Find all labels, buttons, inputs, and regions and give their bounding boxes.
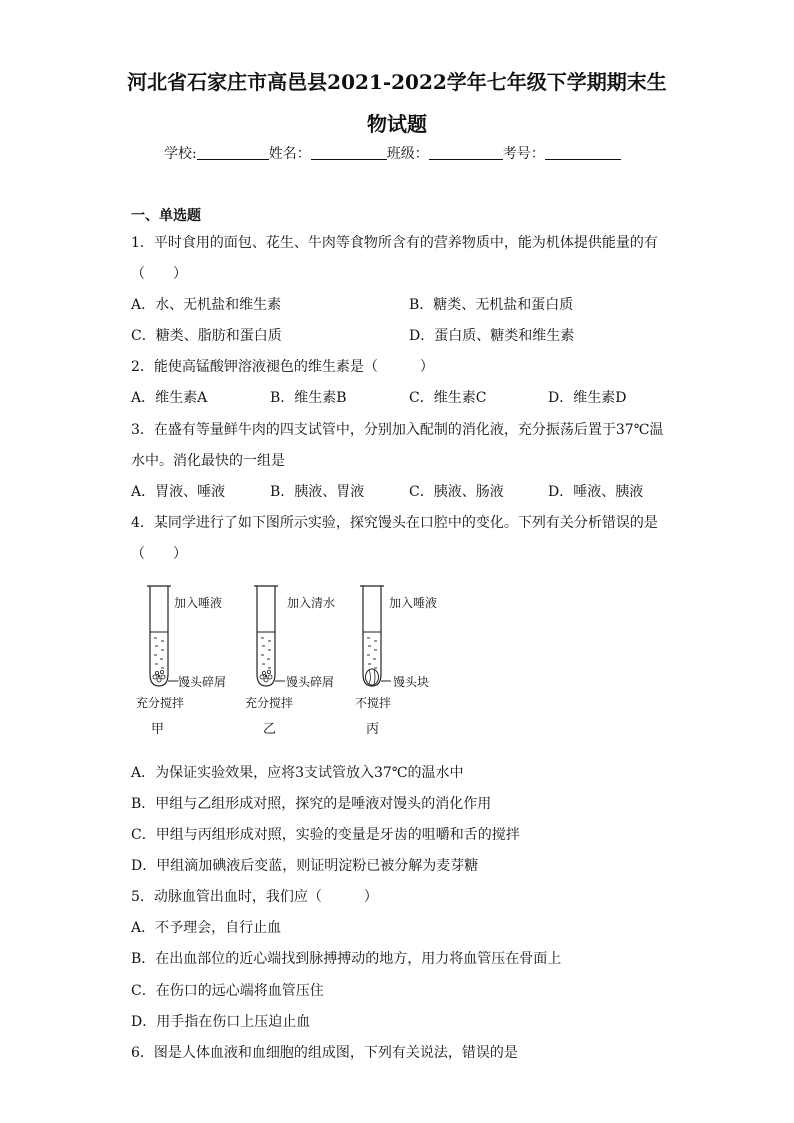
exam-number-label: 考号：	[502, 146, 545, 162]
q2-option-d: D．维生素D	[548, 390, 627, 406]
q3-option-a: A．胃液、唾液	[131, 484, 226, 500]
tube-jia-side-label: 馒头碎屑	[178, 675, 227, 689]
q3-stem-line2: 水中。消化最快的一组是	[131, 453, 285, 469]
q2-option-a: A．维生素A	[131, 390, 208, 406]
tube-jia-name: 甲	[151, 722, 165, 737]
tube-bing	[360, 586, 391, 686]
tube-jia-bottom-label: 充分搅拌	[136, 696, 185, 710]
q1-stem-line1: 1．平时食用的面包、花生、牛肉等食物所含有的营养物质中，能为机体提供能量的有	[131, 235, 658, 251]
class-label: 班级：	[386, 146, 429, 162]
tube-yi-name: 乙	[263, 722, 277, 737]
section-heading: 一、单选题	[131, 208, 201, 224]
q4-option-a: A．为保证实验效果，应将3支试管放入37℃的温水中	[131, 765, 464, 781]
school-blank[interactable]	[197, 146, 269, 160]
class-blank[interactable]	[429, 146, 503, 160]
student-info-line	[164, 146, 621, 162]
q4-option-c: C．甲组与丙组形成对照，实验的变量是牙齿的咀嚼和舌的搅拌	[131, 827, 520, 843]
q3-option-c: C．胰液、肠液	[409, 484, 504, 500]
q3-option-b: B．胰液、胃液	[270, 484, 365, 500]
q5-option-d: D．用手指在伤口上压迫止血	[131, 1014, 311, 1030]
q4-option-b: B．甲组与乙组形成对照，探究的是唾液对馒头的消化作用	[131, 796, 492, 812]
q4-stem-line1: 4．某同学进行了如下图所示实验，探究馒头在口腔中的变化。下列有关分析错误的是	[131, 515, 658, 531]
tube-yi-bottom-label: 充分搅拌	[245, 696, 294, 710]
bread-crumbs-icon	[260, 670, 272, 682]
q4-option-d: D．甲组滴加碘液后变蓝，则证明淀粉已被分解为麦芽糖	[131, 858, 479, 874]
bread-crumbs-icon	[153, 670, 165, 682]
tube-bing-side-label: 馒头块	[393, 675, 430, 689]
q5-stem: 5．动脉血管出血时，我们应（ ）	[131, 889, 378, 905]
exam-title-line2: 物试题	[367, 112, 427, 136]
name-blank[interactable]	[311, 146, 387, 160]
tube-yi-top-label: 加入清水	[287, 596, 336, 610]
q2-option-b: B．维生素B	[270, 390, 347, 406]
q5-option-b: B．在出血部位的近心端找到脉搏搏动的地方，用力将血管压在骨面上	[131, 951, 562, 967]
q1-stem-line2: （ ）	[131, 266, 187, 282]
q1-option-c: C．糖类、脂肪和蛋白质	[131, 328, 282, 344]
tube-yi	[254, 586, 285, 686]
tube-yi-side-label: 馒头碎屑	[286, 675, 335, 689]
tube-bing-bottom-label: 不搅拌	[355, 696, 392, 710]
q2-option-c: C．维生素C	[409, 390, 487, 406]
tube-jia-top-label: 加入唾液	[174, 596, 223, 610]
q1-option-b: B．糖类、无机盐和蛋白质	[409, 297, 574, 313]
q5-option-a: A．不予理会，自行止血	[131, 920, 282, 936]
q3-option-d: D．唾液、胰液	[548, 484, 644, 500]
test-tube-figure	[130, 580, 460, 742]
q4-stem-line2: （ ）	[131, 546, 187, 562]
tube-bing-name: 丙	[366, 722, 380, 737]
q3-stem-line1: 3．在盛有等量鲜牛肉的四支试管中，分别加入配制的消化液，充分振荡后置于37℃温	[131, 422, 664, 438]
q6-stem: 6．图是人体血液和血细胞的组成图，下列有关说法，错误的是	[131, 1045, 518, 1061]
q1-option-d: D．蛋白质、糖类和维生素	[409, 328, 575, 344]
name-label: 姓名：	[268, 146, 311, 162]
school-label: 学校:	[164, 146, 197, 162]
q5-option-c: C．在伤口的远心端将血管压住	[131, 983, 324, 999]
tube-bing-top-label: 加入唾液	[389, 596, 438, 610]
exam-title-line1: 河北省石家庄市高邑县2021-2022学年七年级下学期期末生	[127, 70, 667, 94]
q2-stem: 2．能使高锰酸钾溶液褪色的维生素是（ ）	[131, 359, 434, 375]
bread-block-icon	[366, 669, 379, 685]
q1-option-a: A．水、无机盐和维生素	[131, 297, 282, 313]
exam-number-blank[interactable]	[545, 146, 621, 160]
